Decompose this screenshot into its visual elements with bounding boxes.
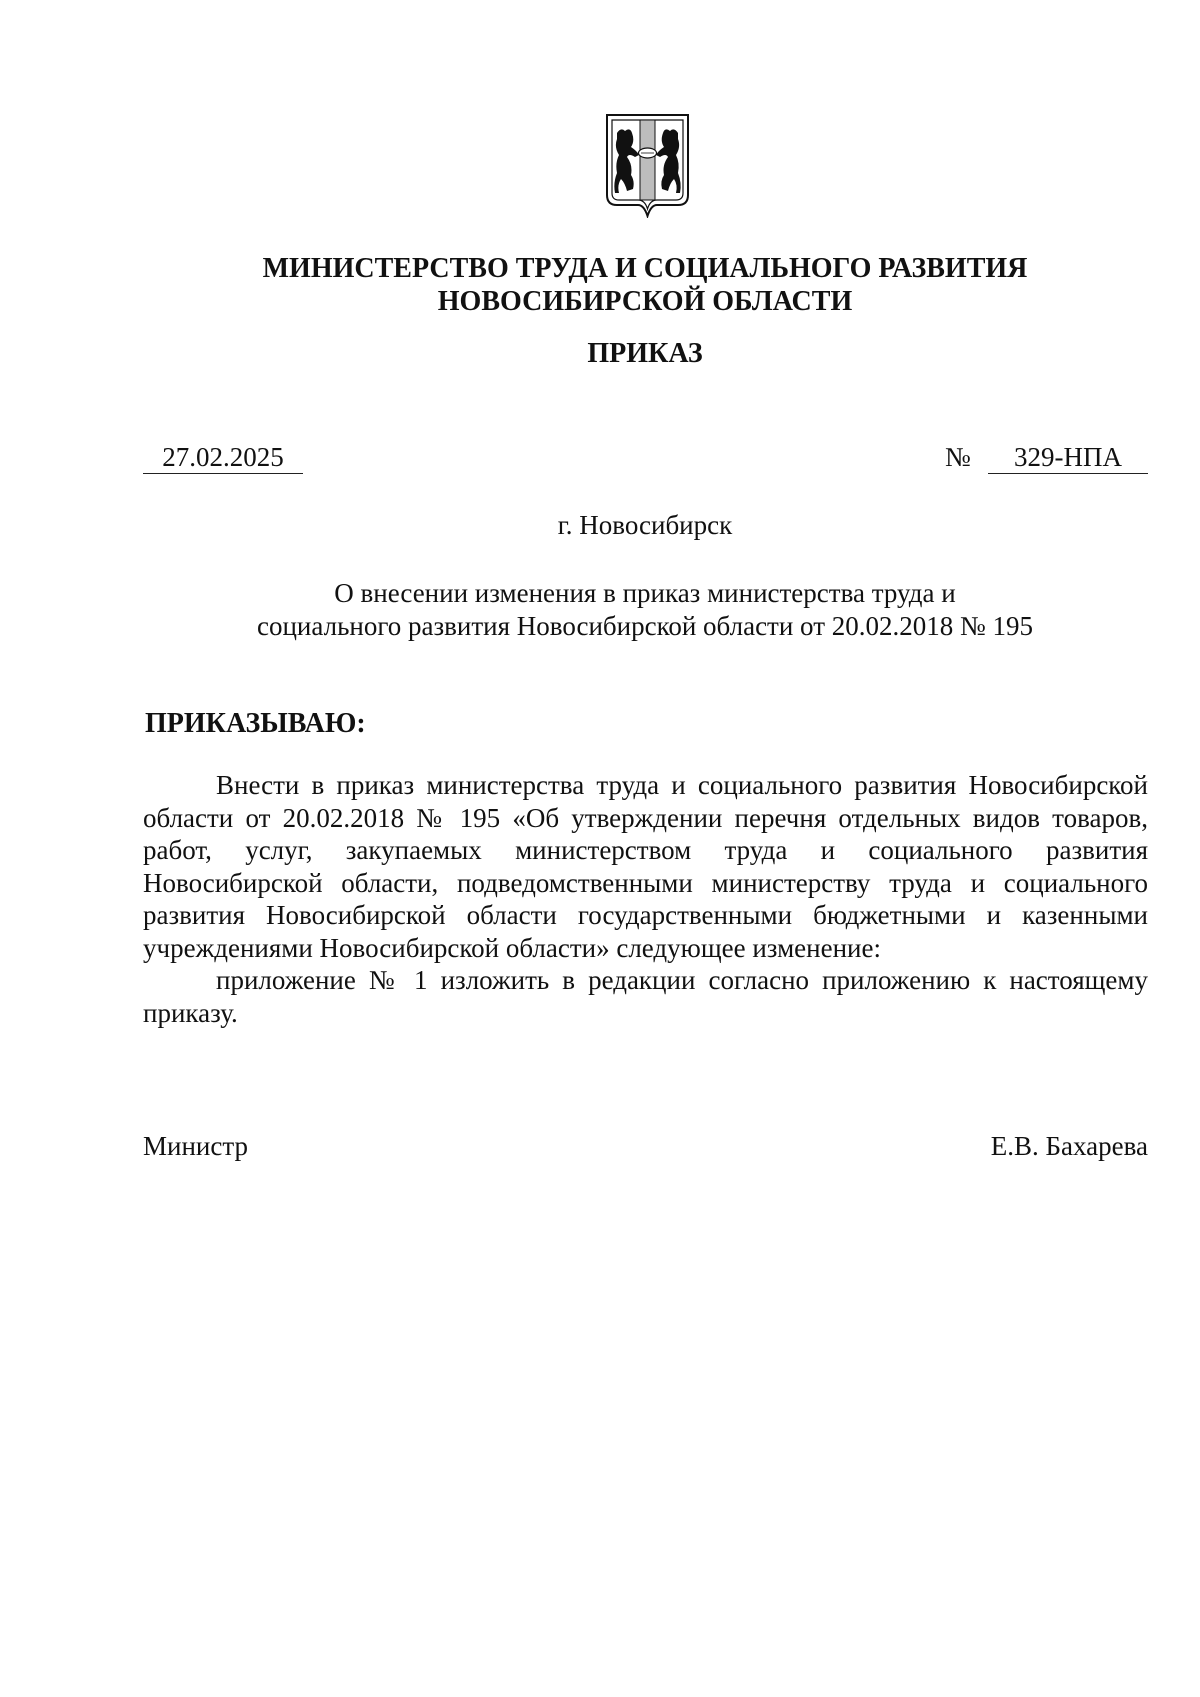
coat-of-arms-icon — [605, 113, 690, 218]
body-paragraph-1: Внести в приказ министерства труда и социального развития Новосибирской области от 20.02.2018 № 195 «Об утверждении перечня отдельных видов товаров, работ, услуг, закупаемых министерством труда и социального развития Новосибирской области, подведомственными министерству труда и социального развития Новосибирской области государственными бюджетными и казенными учреждениями Новосибирской области» следующее изменение: — [143, 770, 1148, 963]
order-date: 27.02.2025 — [143, 441, 303, 474]
body-paragraph-2: приложение № 1 изложить в редакции согласно приложению к настоящему приказу. — [143, 965, 1148, 1028]
document-type: ПРИКАЗ — [587, 338, 703, 369]
order-word: ПРИКАЗЫВАЮ: — [145, 708, 366, 739]
city: г. Новосибирск — [557, 510, 733, 540]
order-body — [143, 769, 1148, 1029]
subject-line-1: О внесении изменения в приказ министерства труда и — [334, 578, 956, 608]
number-sign: № — [945, 442, 971, 472]
signatory-name: Е.В. Бахарева — [990, 1131, 1148, 1161]
signatory-title: Министр — [143, 1131, 248, 1161]
ministry-name-line-1: МИНИСТЕРСТВО ТРУДА И СОЦИАЛЬНОГО РАЗВИТИЯ — [262, 253, 1028, 284]
subject-line-2: социального развития Новосибирской области от 20.02.2018 № 195 — [257, 611, 1033, 641]
order-subject — [0, 577, 1200, 643]
ministry-name-line-2: НОВОСИБИРСКОЙ ОБЛАСТИ — [437, 286, 853, 317]
order-number: 329-НПА — [988, 441, 1148, 474]
